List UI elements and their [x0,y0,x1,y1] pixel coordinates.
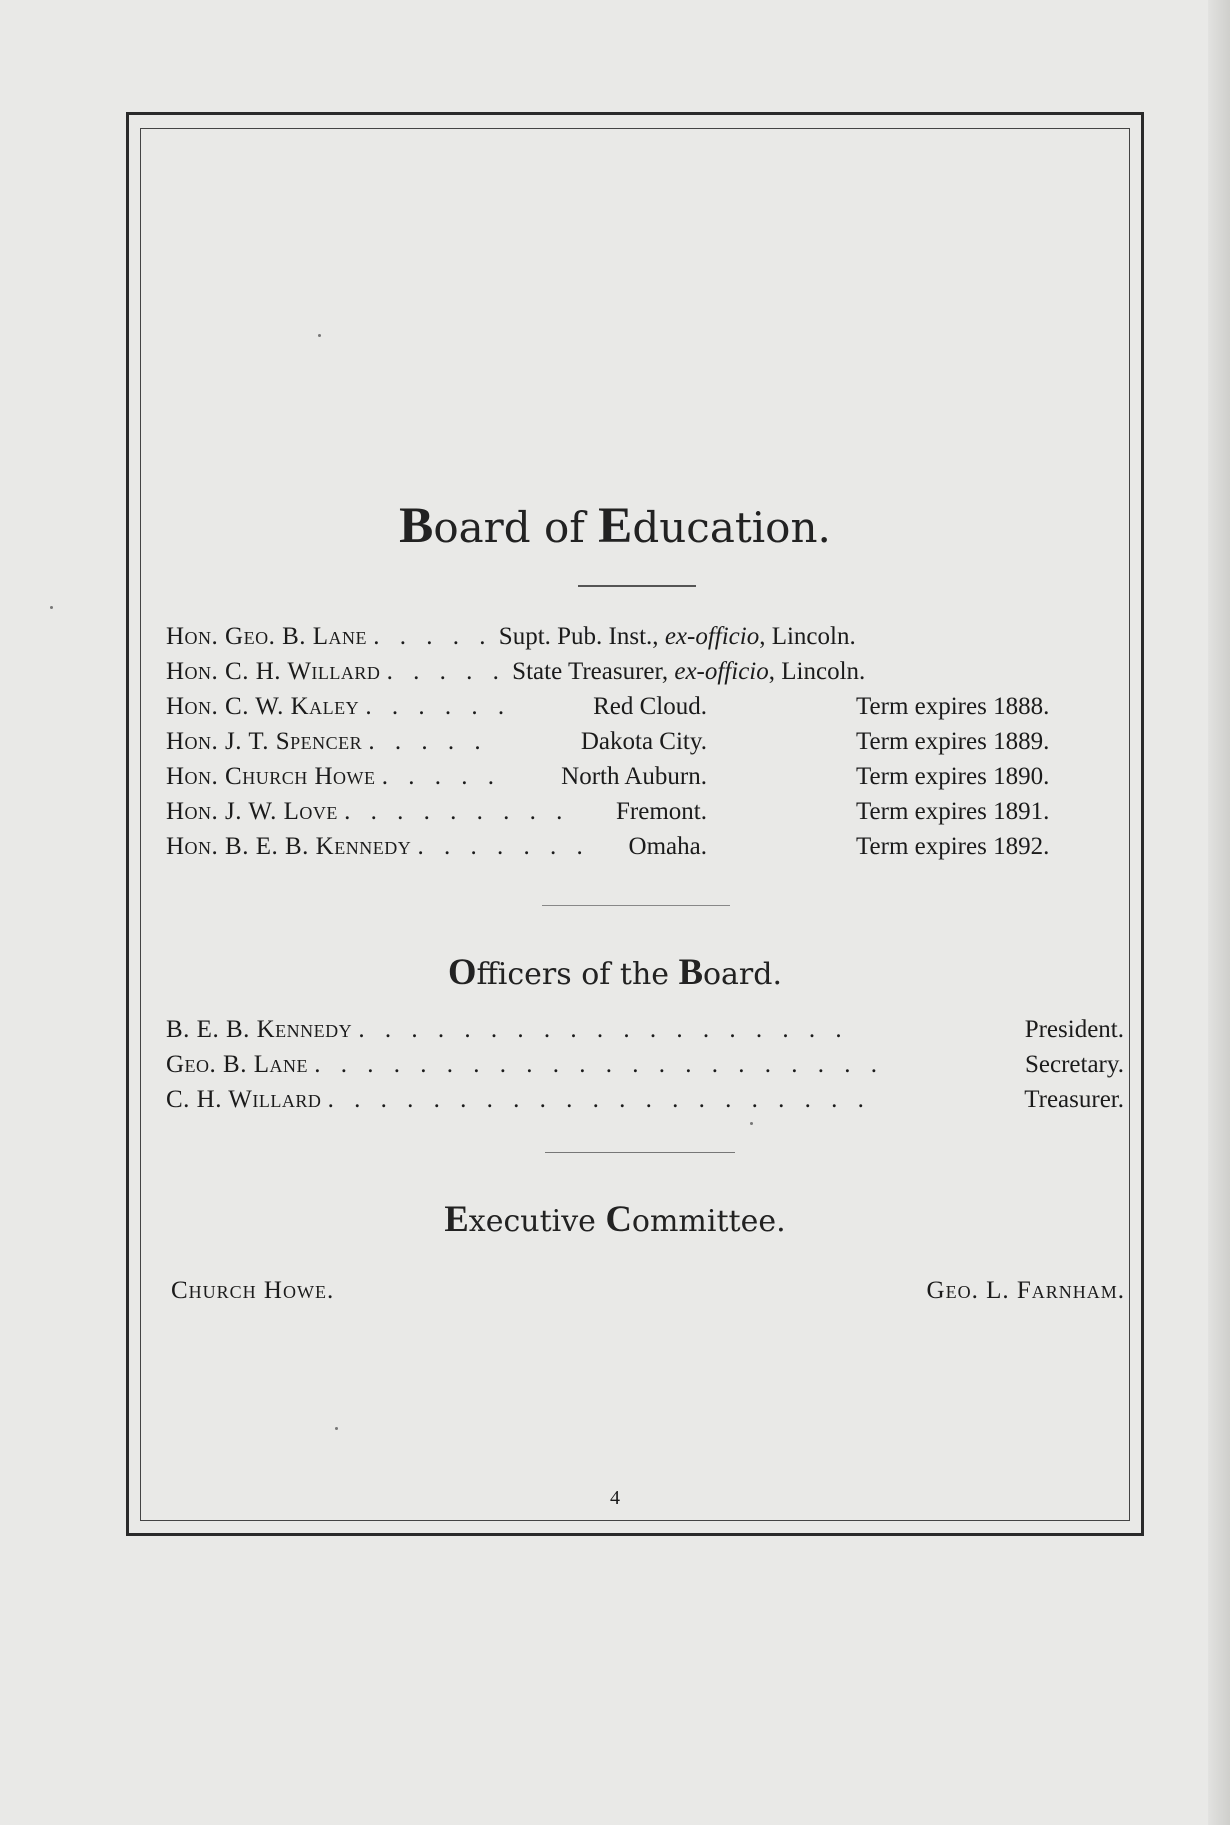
paper-speck [50,606,53,609]
board-member-row [166,620,1126,654]
member-name: Hon. B. E. B. Kennedy [166,833,412,860]
member-office: Dakota City. [580,728,707,755]
member-term: Term expires 1892. [856,833,1050,860]
page-number: 4 [610,1487,620,1509]
dot-leader: . . . . . . . . . . . . . . . . . . . . . . [314,1051,884,1078]
officer-title: Secretary. [1024,1051,1124,1078]
board-member-row [166,690,1126,724]
member-office: Red Cloud. [593,693,707,720]
member-office: North Auburn. [561,763,707,790]
member-term: Term expires 1888. [856,693,1050,720]
dot-leader: . . . . . [368,728,488,755]
dot-leader: . . . . . . . . . . . . . . . . . . . [358,1016,849,1043]
officer-row [166,1083,1124,1117]
officer-name: Geo. B. Lane [166,1051,308,1078]
paper-speck [750,1122,753,1125]
officer-row [166,1048,1124,1082]
heading-word: of the [581,957,670,992]
member-name: Hon. C. H. Willard [166,658,381,685]
officer-row [166,1013,1124,1047]
heading-word: ducation. [632,503,831,552]
committee-member: Church Howe. [171,1277,335,1304]
member-office-after: , Lincoln. [759,623,856,650]
member-office: State Treasurer, [512,658,675,685]
heading-word: xecutive [468,1204,596,1239]
heading-initial: B [399,497,434,554]
member-office-after: , Lincoln. [768,658,866,685]
member-name: Hon. C. W. Kaley [166,693,360,720]
member-name: Hon. J. W. Love [166,798,338,825]
officer-name: C. H. Willard [166,1086,322,1113]
officer-title: Treasurer. [1024,1086,1124,1113]
dot-leader: . . . . . [386,658,506,685]
heading-word: oard. [702,957,783,992]
heading-word: oard [433,503,531,552]
officers-heading [0,950,1230,993]
member-office-italic: ex-officio [664,623,760,650]
member-office: Supt. Pub. Inst., [498,623,665,650]
officer-title: President. [1024,1016,1124,1043]
divider-rule [545,1152,735,1153]
officer-name: B. E. B. Kennedy [166,1016,353,1043]
board-member-row [166,760,1126,794]
paper-speck [318,334,321,337]
member-term: Term expires 1889. [856,728,1050,755]
committee-member: Geo. L. Farnham. [926,1277,1125,1304]
heading-initial: C [605,1198,632,1239]
paper-speck [335,1427,338,1430]
heading-word: ommittee. [631,1204,786,1239]
board-member-row [166,725,1126,759]
heading-word: of [543,503,585,552]
dot-leader: . . . . . . [365,693,512,720]
divider-rule [578,585,696,587]
board-member-row [166,655,1126,689]
board-member-row [166,830,1126,864]
heading-initial: B [678,951,703,992]
heading-initial: E [598,497,633,554]
dot-leader: . . . . . . . [417,833,590,860]
board-member-row [166,795,1126,829]
dot-leader: . . . . . [381,763,502,790]
dot-leader: . . . . . . . . . [344,798,570,825]
member-office: Fremont. [616,798,707,825]
member-office: Omaha. [628,833,707,860]
dot-leader: . . . . . [373,623,493,650]
member-name: Hon. J. T. Spencer [166,728,363,755]
heading-initial: O [447,951,477,992]
member-name: Hon. Church Howe [166,763,376,790]
board-of-education-heading [0,496,1230,555]
member-term: Term expires 1890. [856,763,1050,790]
dot-leader: . . . . . . . . . . . . . . . . . . . . . [327,1086,871,1113]
member-term: Term expires 1891. [856,798,1050,825]
member-office-italic: ex-officio [674,658,769,685]
member-name: Hon. Geo. B. Lane [166,623,368,650]
executive-committee-heading [0,1197,1230,1240]
heading-word: fficers [476,957,572,992]
heading-initial: E [444,1198,469,1239]
divider-rule [542,905,730,906]
